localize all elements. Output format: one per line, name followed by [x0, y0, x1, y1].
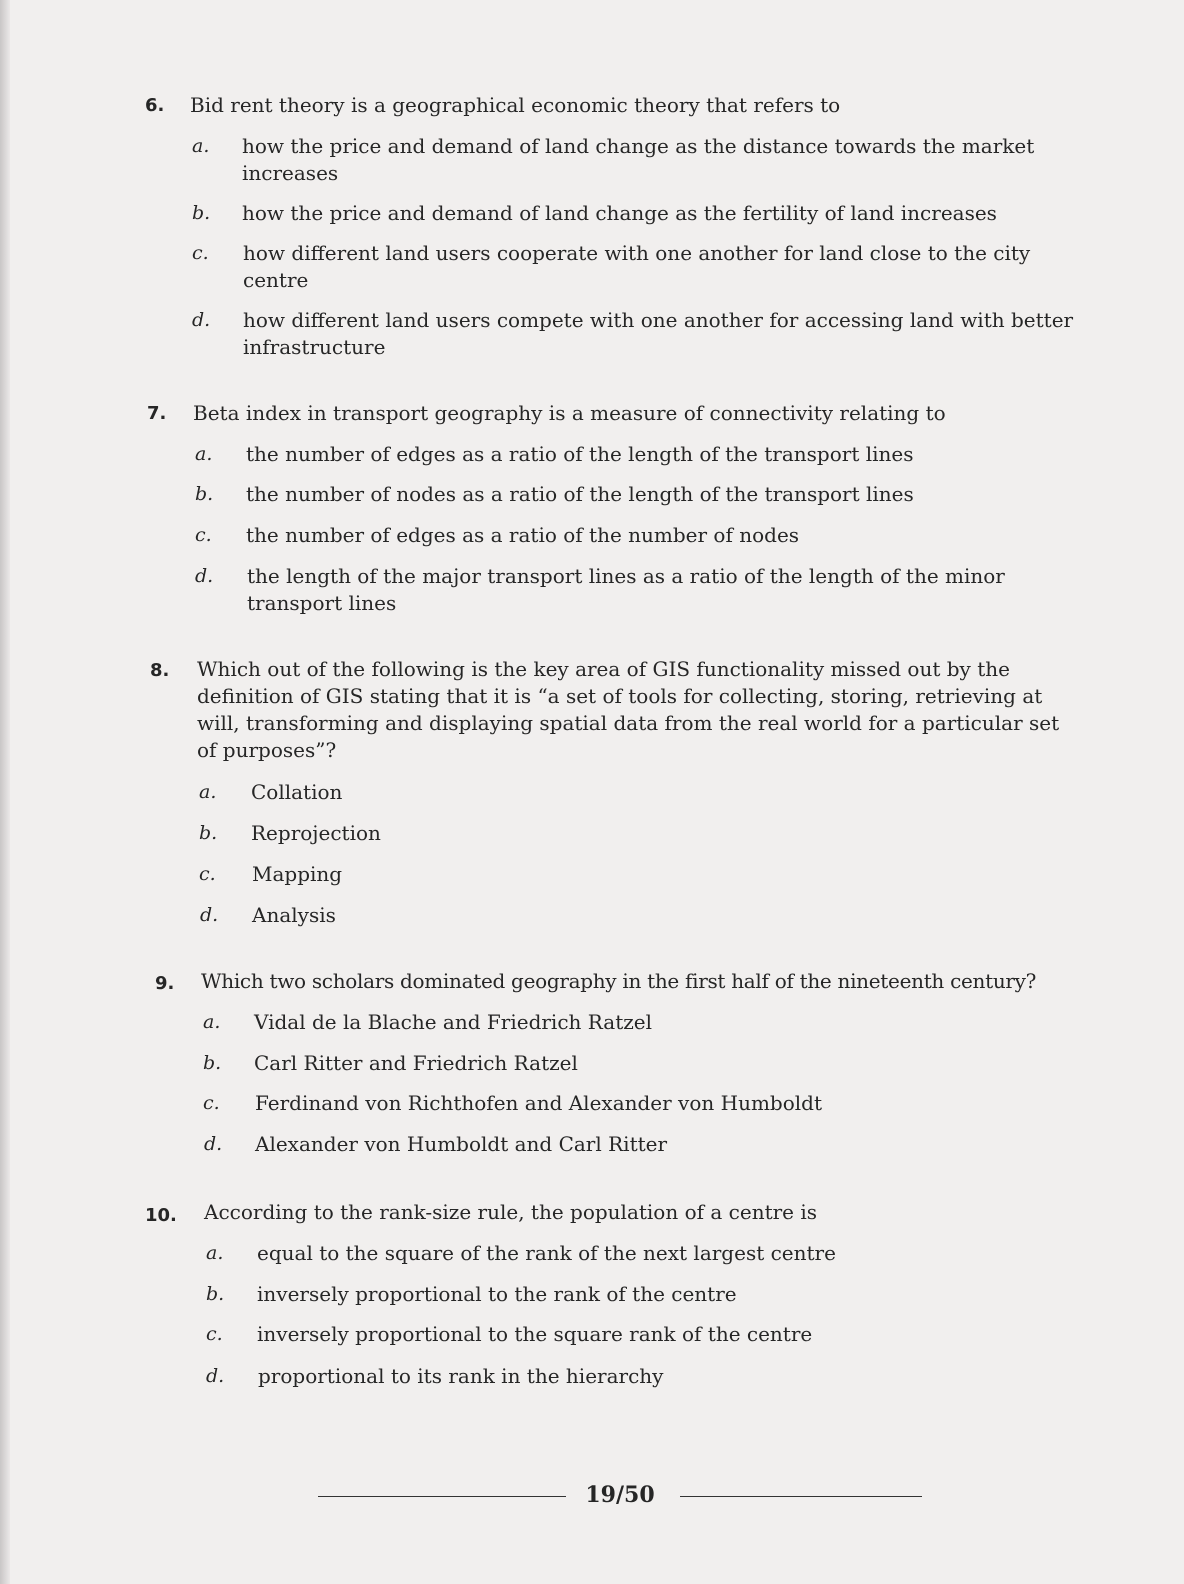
option-label: b. [199, 822, 218, 844]
option-text: how the price and demand of land change as the fertility of land increases [242, 201, 997, 225]
option-text: the length of the major transport lines as a ratio of the length of the minor transport lines [247, 564, 1005, 615]
option-label: c. [206, 1323, 223, 1345]
page-footer [0, 1482, 1184, 1512]
question-number: 6. [145, 95, 165, 116]
option-label: a. [195, 443, 213, 465]
option-text: Analysis [252, 903, 336, 927]
option-text: proportional to its rank in the hierarchy [258, 1364, 664, 1388]
option-label: c. [195, 524, 212, 546]
option-text: inversely proportional to the rank of the centre [257, 1282, 737, 1306]
option-label: d. [200, 904, 219, 926]
option-text: how different land users compete with one another for accessing land with better infrastructure [243, 308, 1074, 359]
question-number: 8. [150, 660, 170, 681]
option-text: Collation [251, 780, 343, 804]
option-text: Alexander von Humboldt and Carl Ritter [255, 1132, 668, 1156]
option-label: d. [206, 1365, 225, 1387]
option-text: equal to the square of the rank of the next largest centre [257, 1241, 836, 1265]
footer-rule-left [318, 1496, 566, 1497]
option-label: b. [203, 1052, 222, 1074]
option-text: Vidal de la Blache and Friedrich Ratzel [254, 1010, 653, 1034]
page-binding-edge [0, 0, 10, 1584]
page-number: 19/50 [585, 1482, 655, 1508]
option-text: Carl Ritter and Friedrich Ratzel [254, 1051, 578, 1075]
option-text: the number of nodes as a ratio of the length of the transport lines [246, 482, 914, 506]
option-label: d. [195, 565, 214, 587]
option-text: how the price and demand of land change as the distance towards the market increases [242, 134, 1035, 185]
option-label: c. [203, 1092, 220, 1114]
question-text: According to the rank-size rule, the population of a centre is [204, 1200, 818, 1224]
question-text: Bid rent theory is a geographical economic theory that refers to [190, 93, 841, 117]
option-text: Reprojection [251, 821, 381, 845]
option-label: a. [203, 1011, 221, 1033]
option-label: a. [199, 781, 217, 803]
question-number: 7. [147, 403, 167, 424]
option-label: c. [199, 863, 216, 885]
question-text: Which out of the following is the key area of GIS functionality missed out by the definition of GIS stating that it is “a set of tools for collecting, storing, retrieving at will, transforming and displaying spatial data from the real world for a particular set of purposes”? [197, 657, 1060, 762]
option-label: b. [192, 202, 211, 224]
option-text: inversely proportional to the square rank of the centre [257, 1322, 813, 1346]
option-text: how different land users cooperate with one another for land close to the city centre [243, 241, 1031, 292]
option-label: b. [206, 1283, 225, 1305]
option-label: d. [204, 1133, 223, 1155]
option-label: b. [195, 483, 214, 505]
question-text: Which two scholars dominated geography in the first half of the nineteenth century? [201, 969, 1037, 993]
question-text: Beta index in transport geography is a measure of connectivity relating to [193, 401, 946, 425]
option-text: the number of edges as a ratio of the length of the transport lines [246, 442, 914, 466]
question-number: 9. [155, 973, 175, 994]
footer-rule-right [680, 1496, 922, 1497]
question-number: 10. [145, 1205, 177, 1226]
option-text: Ferdinand von Richthofen and Alexander von Humboldt [255, 1091, 823, 1115]
option-label: a. [192, 135, 210, 157]
option-label: d. [192, 309, 211, 331]
option-label: a. [206, 1242, 224, 1264]
option-text: Mapping [252, 862, 343, 886]
option-label: c. [192, 242, 209, 264]
option-text: the number of edges as a ratio of the number of nodes [246, 523, 800, 547]
